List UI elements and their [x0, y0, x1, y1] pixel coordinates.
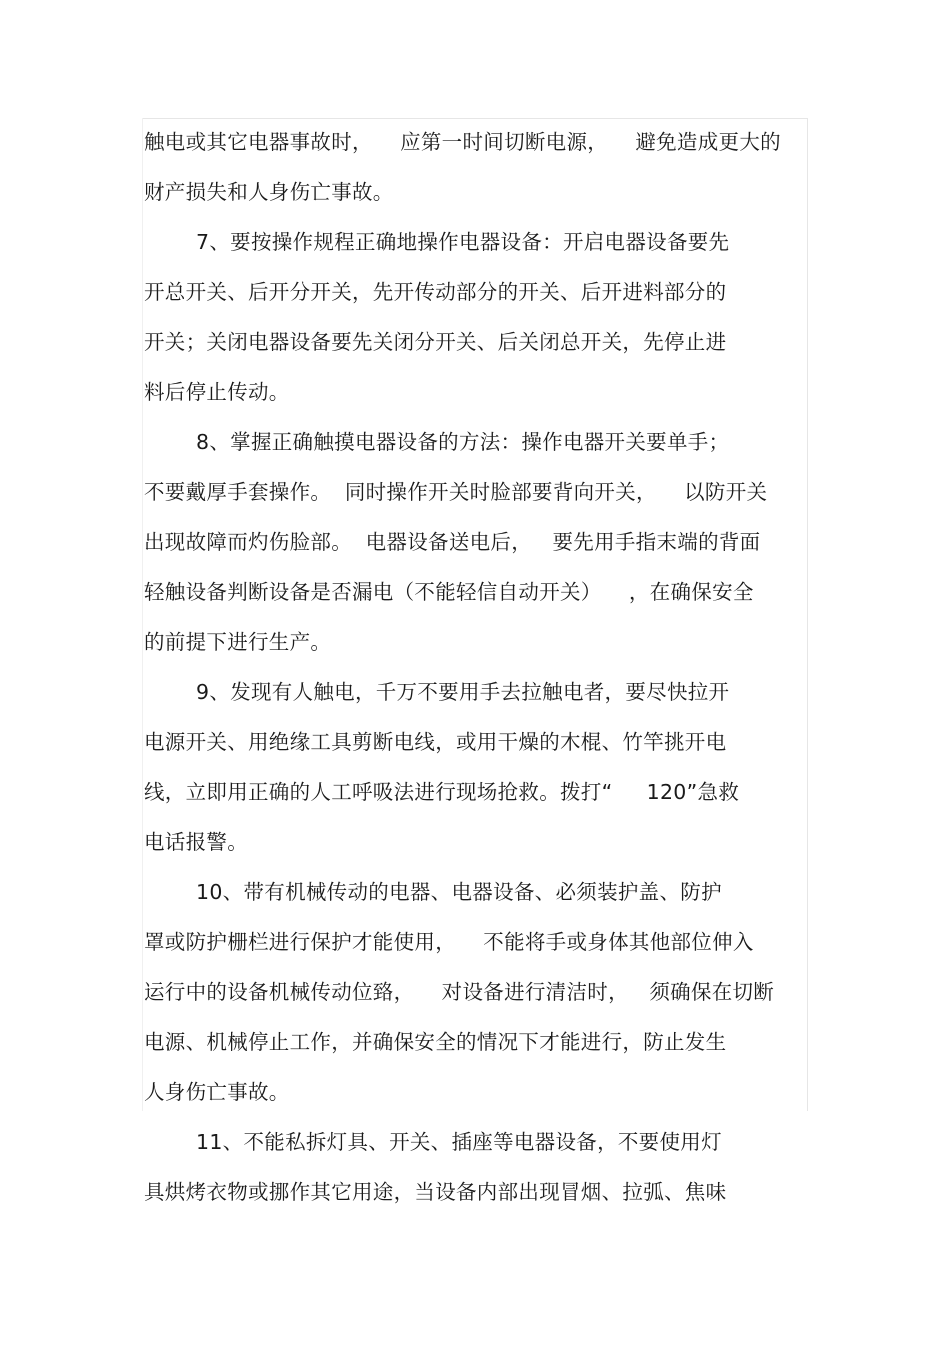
text-line: 人身伤亡事故。 [144, 1080, 290, 1104]
text-line: 开总开关、后开分开关，先开传动部分的开关、后开进料部分的 [144, 280, 727, 304]
text-line: 开关；关闭电器设备要先关闭分开关、后关闭总开关，先停止进 [144, 330, 727, 354]
text-line: 罩或防护栅栏进行保护才能使用， 不能将手或身体其他部位伸入 [144, 930, 754, 954]
paragraph-start-item-10: 10、带有机械传动的电器、电器设备、必须装护盖、防护 [196, 880, 722, 904]
text-line: 财产损失和人身伤亡事故。 [144, 180, 394, 204]
text-line: 轻触设备判断设备是否漏电（不能轻信自动开关） ，在确保安全 [144, 580, 754, 604]
paragraph-start-item-9: 9、发现有人触电，千万不要用手去拉触电者，要尽快拉开 [196, 680, 730, 704]
text-line: 具烘烤衣物或挪作其它用途，当设备内部出现冒烟、拉弧、焦味 [144, 1180, 727, 1204]
text-line: 触电或其它电器事故时， 应第一时间切断电源， 避免造成更大的 [144, 130, 781, 154]
text-line: 电源开关、用绝缘工具剪断电线，或用干燥的木棍、竹竿挑开电 [144, 730, 727, 754]
text-line: 料后停止传动。 [144, 380, 290, 404]
page-frame-left-border [142, 118, 143, 1111]
text-line: 运行中的设备机械传动位臵， 对设备进行清洁时， 须确保在切断 [144, 980, 775, 1004]
page-frame-right-border [807, 118, 808, 1111]
paragraph-start-item-7: 7、要按操作规程正确地操作电器设备：开启电器设备要先 [196, 230, 730, 254]
paragraph-start-item-8: 8、掌握正确触摸电器设备的方法：操作电器开关要单手； [196, 430, 730, 454]
text-line: 出现故障而灼伤脸部。 电器设备送电后， 要先用手指末端的背面 [144, 530, 761, 554]
text-line: 不要戴厚手套操作。 同时操作开关时脸部要背向开关， 以防开关 [144, 480, 768, 504]
text-line: 电源、机械停止工作，并确保安全的情况下才能进行，防止发生 [144, 1030, 727, 1054]
text-line: 电话报警。 [144, 830, 248, 854]
text-line: 线，立即用正确的人工呼吸法进行现场抢救。拨打“ 120”急救 [144, 780, 740, 804]
page-frame-top-border [142, 118, 808, 119]
text-line: 的前提下进行生产。 [144, 630, 332, 654]
paragraph-start-item-11: 11、不能私拆灯具、开关、插座等电器设备，不要使用灯 [196, 1130, 722, 1154]
